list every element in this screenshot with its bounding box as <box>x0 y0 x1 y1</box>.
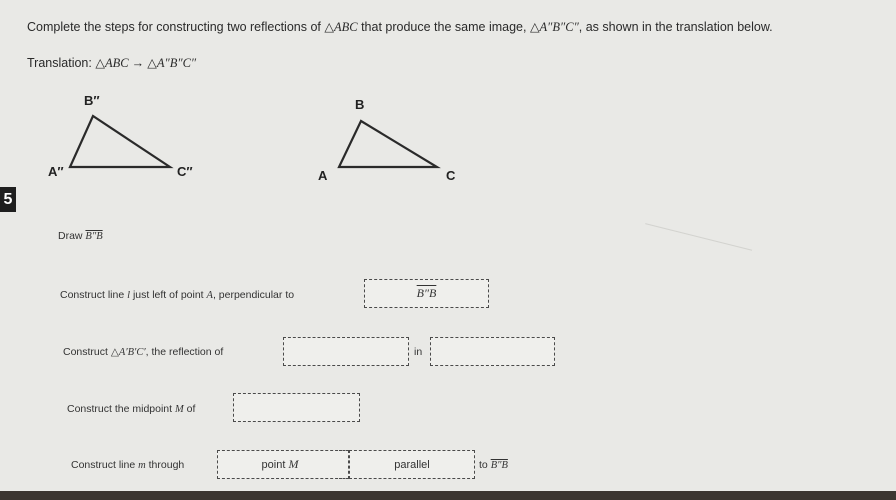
parallel-box[interactable] <box>349 450 475 479</box>
label-b: B <box>355 97 365 112</box>
through-point-var: M <box>288 457 299 471</box>
triangle-image-shape <box>70 116 170 167</box>
line-m-second-box[interactable] <box>339 450 349 479</box>
step3-text: Construct <box>63 346 111 358</box>
translation-label: Translation: <box>27 56 96 70</box>
bottom-edge-bar <box>0 491 896 500</box>
step5-text2: through <box>145 459 185 471</box>
triangle-prime-label: △A′B′C′ <box>110 347 146 358</box>
reflection-in-box[interactable] <box>430 337 555 366</box>
perpendicular-to-box[interactable] <box>364 279 489 308</box>
step1-text: Draw <box>58 230 86 242</box>
parallel-value: parallel <box>394 458 430 471</box>
reflection-of-box[interactable] <box>283 337 409 366</box>
step-construct-line-m <box>71 459 184 471</box>
instruction-prefix: Complete the steps for constructing two reflections of <box>27 20 325 34</box>
instruction-suffix: , as shown in the translation below. <box>578 20 773 34</box>
triangle-abc-label: △ABC <box>324 20 358 34</box>
line-m-var: m <box>138 460 146 471</box>
through-point-label: point <box>261 458 286 471</box>
step5-segment-label: B″B <box>490 460 508 471</box>
step-construct-reflection <box>63 346 223 358</box>
step4-text: Construct the midpoint <box>67 403 175 415</box>
through-point-box[interactable] <box>217 450 343 479</box>
step3-text2: , the reflection of <box>145 346 224 358</box>
step-draw-segment <box>58 230 103 242</box>
perpendicular-to-value: B″B <box>416 286 437 300</box>
label-c: C <box>446 168 456 183</box>
step5-to-segment <box>479 459 508 471</box>
step5-to-label: to <box>479 459 488 471</box>
step2-text3: , perpendicular to <box>212 289 295 301</box>
step4-text2: of <box>183 403 196 415</box>
line-l-var: l <box>127 290 131 301</box>
instruction-middle: that produce the same image, <box>357 20 530 34</box>
step-construct-line-l <box>60 289 294 301</box>
triangle-image-label: △A″B″C″ <box>529 20 579 34</box>
label-c-double-prime: C″ <box>177 164 193 179</box>
translation-expression: △ABC → △A″B″C″ <box>95 56 197 70</box>
midpoint-of-box[interactable] <box>233 393 360 422</box>
point-a-var: A <box>206 290 213 301</box>
question-number-badge: 5 <box>0 187 16 212</box>
midpoint-m-var: M <box>174 404 184 415</box>
label-b-double-prime: B″ <box>84 93 100 108</box>
step2-text: Construct line <box>60 289 128 301</box>
step-construct-midpoint <box>67 403 195 415</box>
step2-text2: just left of point <box>130 289 207 301</box>
step5-text: Construct line <box>71 459 139 471</box>
segment-label: B″B <box>85 231 103 242</box>
step3-in-label: in <box>414 346 423 358</box>
triangle-original-shape <box>339 121 437 167</box>
label-a-double-prime: A″ <box>48 164 64 179</box>
label-a: A <box>318 168 328 183</box>
